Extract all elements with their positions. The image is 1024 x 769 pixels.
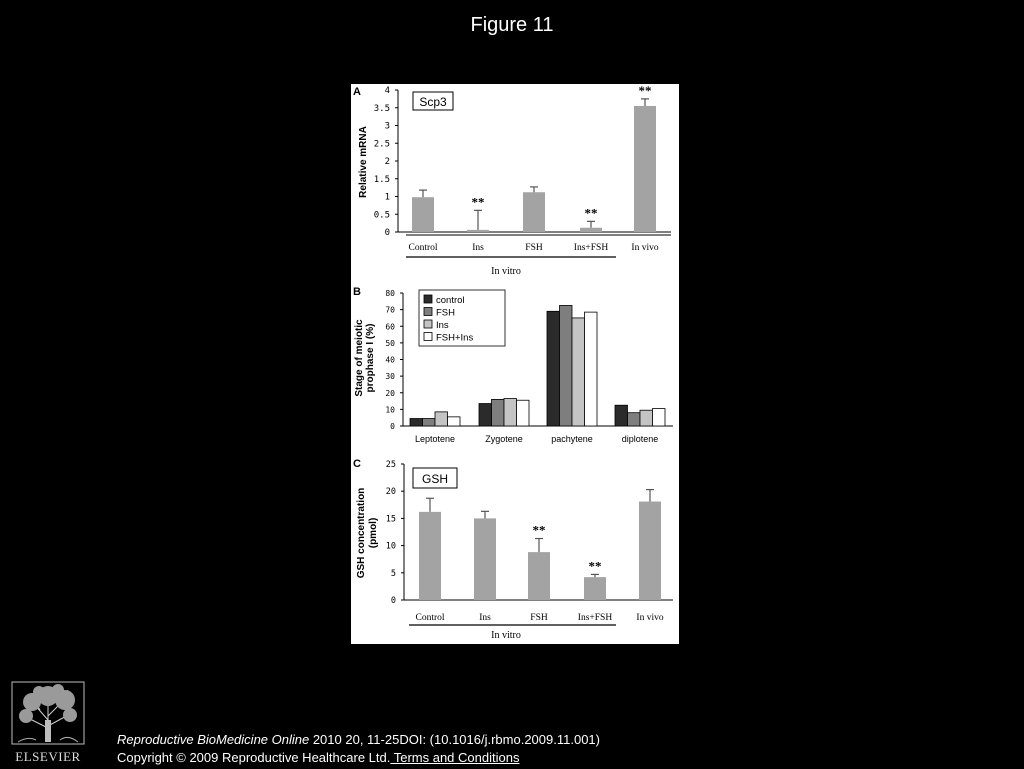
panel-a-legend-text: Scp3: [419, 95, 447, 109]
category-label: Zygotene: [485, 434, 523, 444]
category-label: Ins+FSH: [573, 243, 609, 253]
category-label: diplotene: [621, 434, 659, 444]
y-tick-label: 0: [384, 228, 390, 238]
bar-in-vivo: [639, 502, 661, 600]
category-label: FSH: [525, 243, 543, 253]
bar-ins-diplotene: [640, 410, 653, 426]
bar-ins-pachytene: [572, 318, 585, 426]
bar-ins-leptotene: [435, 412, 448, 426]
significance-marker: **: [584, 205, 598, 221]
category-label: pachytene: [551, 434, 593, 444]
elsevier-wordmark: ELSEVIER: [15, 749, 81, 764]
legend-label: FSH: [436, 307, 455, 319]
panel-c-ylabel-line1: GSH concentration: [356, 487, 367, 579]
panel-c-yticks: [386, 460, 404, 606]
legend-label: Ins: [436, 320, 449, 331]
bar-control-pachytene: [547, 311, 560, 426]
y-tick-label: 2.5: [373, 139, 390, 150]
category-label: FSH: [530, 613, 548, 623]
bar-control-zygotene: [479, 404, 492, 426]
panel-b-yticks: [385, 289, 403, 431]
citation-line: [117, 731, 600, 749]
significance-marker: **: [471, 194, 485, 210]
y-tick-label: 5: [390, 568, 396, 579]
category-label: Ins: [479, 613, 491, 623]
y-tick-label: 0: [390, 422, 395, 431]
panel-c: [353, 458, 673, 641]
y-tick-label: 10: [385, 541, 396, 552]
panel-a-category-labels: [408, 243, 658, 253]
panel-c-legend-text: GSH: [421, 472, 449, 486]
panel-a: [353, 84, 671, 277]
category-label: In vivo: [631, 243, 659, 253]
y-tick-label: 10: [385, 405, 395, 415]
category-label: Control: [408, 243, 438, 253]
bar-control: [412, 197, 434, 232]
bar-control: [419, 512, 441, 600]
y-tick-label: 40: [385, 355, 395, 365]
category-label: Ins+FSH: [577, 613, 613, 623]
legend-swatch: [424, 295, 432, 303]
category-label: In vivo: [636, 613, 664, 623]
y-tick-label: 80: [385, 289, 395, 298]
bar-fsh-diplotene: [628, 413, 641, 426]
y-tick-label: 1: [384, 192, 390, 203]
panel-c-category-labels: [415, 613, 663, 623]
y-tick-label: 60: [385, 322, 395, 332]
legend-label: FSH+Ins: [436, 332, 474, 344]
y-tick-label: 20: [385, 487, 396, 498]
bar-fsh-leptotene: [423, 419, 436, 426]
figure-panel: [351, 84, 679, 644]
category-label: Ins: [472, 243, 484, 253]
bar-fsh-ins-diplotene: [653, 409, 666, 426]
significance-marker: **: [532, 522, 546, 538]
y-tick-label: 30: [385, 372, 395, 382]
bar-fsh-ins-pachytene: [585, 312, 598, 426]
bar-control-diplotene: [615, 405, 628, 426]
panel-b-ylabel-line2: prophase I (%): [365, 323, 376, 393]
y-tick-label: 50: [385, 338, 395, 348]
y-tick-label: 2: [384, 157, 390, 167]
panel-b-ylabel-line1: Stage of meiotic: [354, 319, 365, 397]
panel-b-label: B: [353, 286, 361, 298]
panel-b-category-labels: [415, 434, 658, 444]
journal-name: Reproductive BioMedicine Online: [117, 732, 310, 747]
figure-title: Figure 11: [470, 14, 554, 36]
significance-marker: **: [588, 558, 602, 574]
category-label: Control: [415, 613, 445, 623]
bar-ins: [474, 518, 496, 600]
bar-ins-fsh: [580, 228, 602, 232]
legend-swatch: [424, 308, 432, 316]
legend-swatch: [424, 320, 432, 328]
y-tick-label: 20: [385, 388, 395, 398]
bar-ins: [467, 230, 489, 232]
y-tick-label: 0.5: [373, 210, 390, 221]
significance-marker: **: [638, 84, 652, 98]
citation-details: 2010 20, 11-25DOI: (10.1016/j.rbmo.2009.11.001): [309, 732, 600, 747]
y-tick-label: 70: [385, 305, 395, 315]
panel-c-group-label: In vitro: [491, 630, 521, 641]
category-label: Leptotene: [414, 434, 456, 444]
copyright-text: Copyright © 2009 Reproductive Healthcare Ltd.: [117, 750, 391, 765]
panel-c-ylabel-line2: (pmol): [368, 517, 379, 549]
legend-swatch: [424, 333, 432, 341]
bar-ins-zygotene: [504, 399, 517, 426]
copyright-line: [117, 749, 600, 767]
bar-fsh: [528, 552, 550, 600]
panel-b: [353, 286, 673, 444]
panel-a-label: A: [353, 86, 361, 98]
y-tick-label: 1.5: [373, 174, 390, 185]
panel-a-group-label: In vitro: [491, 266, 521, 277]
y-tick-label: 3: [384, 121, 390, 132]
citation-block: [117, 731, 600, 767]
elsevier-tree-icon: [8, 680, 88, 764]
bar-in-vivo: [634, 106, 656, 232]
elsevier-logo: [8, 680, 88, 764]
bar-ins-fsh: [584, 577, 606, 600]
y-tick-label: 0: [390, 596, 396, 606]
bar-fsh-pachytene: [560, 305, 573, 426]
bar-control-leptotene: [410, 419, 423, 426]
y-tick-label: 15: [385, 514, 396, 525]
y-tick-label: 4: [384, 86, 390, 96]
bar-fsh: [523, 192, 545, 232]
figure-svg: [351, 84, 679, 644]
panel-a-ylabel: Relative mRNA: [358, 126, 369, 198]
terms-link[interactable]: Terms and Conditions: [390, 750, 520, 765]
y-tick-label: 25: [385, 460, 396, 470]
y-tick-label: 3.5: [373, 103, 390, 114]
panel-a-yticks: [374, 86, 398, 238]
bar-fsh-zygotene: [492, 399, 505, 426]
panel-c-bars: [419, 490, 661, 600]
panel-c-label: C: [353, 458, 361, 470]
legend-label: control: [436, 295, 465, 306]
bar-fsh-ins-leptotene: [448, 417, 461, 426]
bar-fsh-ins-zygotene: [517, 400, 530, 426]
